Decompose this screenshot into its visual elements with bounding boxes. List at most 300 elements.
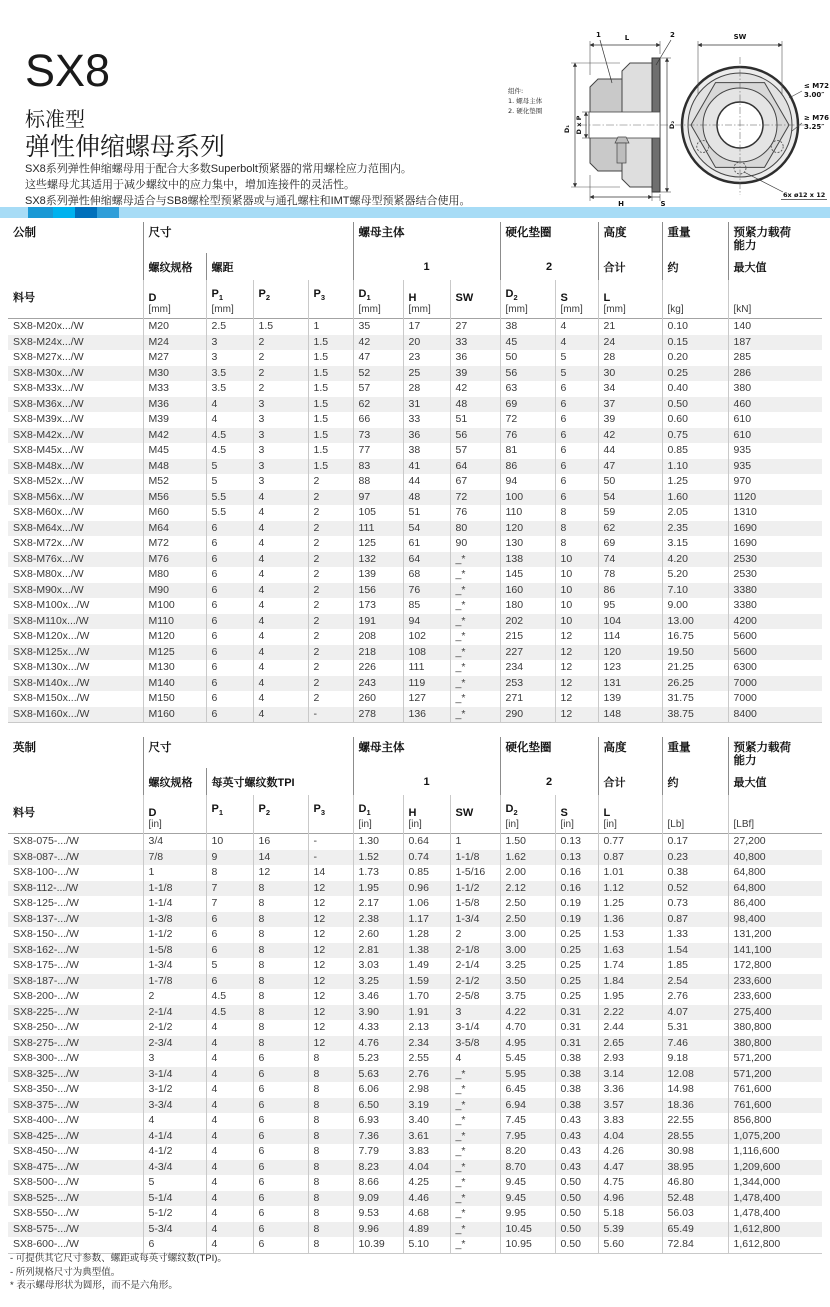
cell: 2	[308, 645, 353, 661]
cell: 5.23	[353, 1051, 403, 1067]
table-row	[8, 536, 822, 552]
cell: 278	[353, 707, 403, 723]
cell: 0.85	[662, 443, 728, 459]
part-number: SX8-525-.../W	[13, 1191, 79, 1204]
cell: 3.90	[353, 1005, 403, 1021]
part-number: SX8-275-.../W	[13, 1036, 79, 1049]
accent-bar-segment	[119, 207, 830, 218]
cell: 3.00	[500, 943, 555, 959]
cell: 6	[555, 381, 598, 397]
cell: 4.20	[662, 552, 728, 568]
cell: 2.5	[206, 319, 253, 335]
cell: 6	[206, 583, 253, 599]
part-number: SX8-075-.../W	[13, 835, 79, 847]
cell: 86	[500, 459, 555, 475]
cell: 21	[598, 319, 662, 335]
group-header-dimensions: 尺寸	[143, 222, 353, 253]
spacer-cell	[8, 768, 143, 795]
column-header: L [in]	[598, 795, 662, 834]
cell: 31.75	[662, 691, 728, 707]
cell: _*	[450, 1206, 500, 1222]
cell: 1,209,600	[728, 1160, 822, 1176]
part-number: SX8-300-.../W	[13, 1052, 79, 1064]
cell: 0.31	[555, 1020, 598, 1036]
cell: 33	[403, 412, 450, 428]
cell: 6	[206, 552, 253, 568]
cell: 0.87	[662, 912, 728, 928]
cell: 571,200	[728, 1067, 822, 1083]
cell: 18.36	[662, 1098, 728, 1114]
cell: 0.25	[555, 958, 598, 974]
table-row	[8, 443, 822, 459]
cell: 7.95	[500, 1129, 555, 1145]
cell: 2	[308, 660, 353, 676]
cell: 3.00	[500, 927, 555, 943]
table-row	[8, 505, 822, 521]
table-row	[8, 1175, 822, 1191]
cell: 69	[598, 536, 662, 552]
cell: 4.5	[206, 1005, 253, 1021]
column-header: $D_1$ [in]	[353, 795, 403, 834]
cell: 187	[728, 335, 822, 351]
cell: 156	[353, 583, 403, 599]
cell: 3.40	[403, 1113, 450, 1129]
cell: 4.5	[206, 428, 253, 444]
cell: 0.50	[555, 1222, 598, 1238]
cell: 761,600	[728, 1098, 822, 1114]
cell: M110	[143, 614, 206, 630]
cell: 2	[308, 614, 353, 630]
cell: 0.38	[555, 1051, 598, 1067]
cell: 114	[598, 629, 662, 645]
cell: 2.50	[500, 912, 555, 928]
sub-header-washer-no: 2	[500, 253, 598, 280]
cell: 1.5	[308, 459, 353, 475]
cell: 0.96	[403, 881, 450, 897]
cell: 28	[403, 381, 450, 397]
cell: 139	[353, 567, 403, 583]
cell: 6	[253, 1237, 308, 1253]
cell: 2-1/8	[450, 943, 500, 959]
cell: 3.57	[598, 1098, 662, 1114]
dim-label-D2: D₂	[668, 120, 676, 130]
cell: 0.19	[555, 912, 598, 928]
group-header-nut-body: 螺母主体	[353, 737, 500, 768]
cell: 215	[500, 629, 555, 645]
accent-bar	[0, 207, 830, 218]
cell: 10	[555, 614, 598, 630]
cell: 50	[500, 350, 555, 366]
cell: 3.61	[403, 1129, 450, 1145]
cell: 44	[403, 474, 450, 490]
cell: 7000	[728, 691, 822, 707]
cell: 8	[308, 1206, 353, 1222]
cell: 9.96	[353, 1222, 403, 1238]
cell: 8	[308, 1144, 353, 1160]
cell: 5.45	[500, 1051, 555, 1067]
cell: M48	[143, 459, 206, 475]
part-number: SX8-M48x.../W	[13, 459, 84, 472]
sub-header-nut-no: 1	[353, 768, 500, 795]
table-row	[8, 521, 822, 537]
table-row	[8, 645, 822, 661]
size-note-large-in: 3.25″	[804, 123, 825, 131]
column-header: $P_3$	[308, 795, 353, 834]
cell: 2	[308, 505, 353, 521]
cell: 2	[308, 583, 353, 599]
table-row	[8, 1082, 822, 1098]
cell: 85	[403, 598, 450, 614]
cell: 8.66	[353, 1175, 403, 1191]
cell: 0.73	[662, 896, 728, 912]
table-row	[8, 1098, 822, 1114]
cell: 1.74	[598, 958, 662, 974]
cell: 2-3/4	[143, 1036, 206, 1052]
cell: 9.45	[500, 1175, 555, 1191]
sub-header-nut-no: 1	[353, 253, 500, 280]
cell: 148	[598, 707, 662, 723]
description-line: SX8系列弹性伸缩螺母用于配合大多数Superbolt预紧器的常用螺栓应力范围内。	[25, 163, 412, 175]
cell: 56	[450, 428, 500, 444]
cell: 65.49	[662, 1222, 728, 1238]
group-header-height: 高度	[598, 222, 662, 253]
cell: 44	[598, 443, 662, 459]
cell: 5.63	[353, 1067, 403, 1083]
cell: 1	[308, 319, 353, 335]
cell: 90	[450, 536, 500, 552]
cell: 14.98	[662, 1082, 728, 1098]
cell: 0.43	[555, 1144, 598, 1160]
column-header: D [in]	[143, 795, 206, 834]
cell: 63	[500, 381, 555, 397]
cell: 4.04	[598, 1129, 662, 1145]
imperial-table	[8, 737, 822, 1254]
cell: 0.64	[403, 834, 450, 850]
cell: 3.03	[353, 958, 403, 974]
cell: 48	[403, 490, 450, 506]
cell: 380	[728, 381, 822, 397]
cell: 57	[450, 443, 500, 459]
column-header: $D_2$ [mm]	[500, 280, 555, 319]
technical-drawing	[495, 25, 830, 207]
table-row	[8, 552, 822, 568]
cell: 1-3/4	[450, 912, 500, 928]
cell: 0.43	[555, 1160, 598, 1176]
cell: 72	[450, 490, 500, 506]
cell: 12	[308, 896, 353, 912]
cell: _*	[450, 567, 500, 583]
part-number: SX8-M42x.../W	[13, 428, 84, 441]
cell: 0.25	[555, 989, 598, 1005]
cell: 2.17	[353, 896, 403, 912]
part-number: SX8-375-.../W	[13, 1098, 79, 1111]
drawing-legend	[508, 86, 543, 115]
cell: 10	[206, 834, 253, 850]
cell: 9.00	[662, 598, 728, 614]
cell: 3-3/4	[143, 1098, 206, 1114]
cell: 2-1/2	[450, 974, 500, 990]
cell: 74	[598, 552, 662, 568]
cell: 7	[206, 896, 253, 912]
cell: 6	[206, 598, 253, 614]
cell: 1.25	[662, 474, 728, 490]
cell: 0.38	[555, 1098, 598, 1114]
cell: 8	[253, 912, 308, 928]
cell: 2.65	[598, 1036, 662, 1052]
cell: 3	[253, 397, 308, 413]
cell: 36	[450, 350, 500, 366]
cell: 10	[555, 552, 598, 568]
cell: 8	[253, 896, 308, 912]
cell: 0.31	[555, 1036, 598, 1052]
cell: _*	[450, 1098, 500, 1114]
cell: 6	[253, 1175, 308, 1191]
cell: 4.70	[500, 1020, 555, 1036]
cell: 123	[598, 660, 662, 676]
cell: 4	[206, 1113, 253, 1129]
legend-title: 组件:	[508, 87, 524, 95]
size-note-small: ≤ M72	[804, 82, 830, 90]
cell: 610	[728, 428, 822, 444]
table-row	[8, 676, 822, 692]
cell: 6	[555, 459, 598, 475]
cell: 0.74	[403, 850, 450, 866]
cell: 21.25	[662, 660, 728, 676]
cell: 0.85	[403, 865, 450, 881]
cell: 4	[253, 645, 308, 661]
cell: 1-3/4	[143, 958, 206, 974]
cell: 59	[598, 505, 662, 521]
table-row	[8, 366, 822, 382]
cell: 38	[500, 319, 555, 335]
cell: 7	[206, 881, 253, 897]
cell: 0.50	[555, 1237, 598, 1253]
cell: 41	[403, 459, 450, 475]
cell: 6	[253, 1160, 308, 1176]
part-number: SX8-M100x.../W	[13, 599, 90, 611]
part-number: SX8-087-.../W	[13, 850, 79, 863]
dim-label-H: H	[618, 200, 624, 207]
cell: _*	[450, 691, 500, 707]
cell: 1.59	[403, 974, 450, 990]
cell: 0.17	[662, 834, 728, 850]
cell: 1-1/4	[143, 896, 206, 912]
cell: _*	[450, 629, 500, 645]
cell: 0.23	[662, 850, 728, 866]
cell: 180	[500, 598, 555, 614]
cell: 6	[253, 1191, 308, 1207]
cell: 0.25	[555, 943, 598, 959]
cell: 12	[555, 691, 598, 707]
cell: 3-1/4	[450, 1020, 500, 1036]
description-line: SX8系列弹性伸缩螺母适合与SB8螺栓型预紧器或与通孔螺柱和IMT螺母型预紧器结合使用。	[25, 195, 471, 207]
cell: 6	[253, 1051, 308, 1067]
cell: 2.12	[500, 881, 555, 897]
part-number: SX8-575-.../W	[13, 1222, 79, 1235]
cell: 88	[353, 474, 403, 490]
cell: 2	[308, 474, 353, 490]
cell: 102	[403, 629, 450, 645]
cell: 380,800	[728, 1020, 822, 1036]
part-number: SX8-200-.../W	[13, 990, 79, 1002]
cell: 5600	[728, 645, 822, 661]
cell: 4.46	[403, 1191, 450, 1207]
cell: 4	[253, 614, 308, 630]
cell: 5	[555, 366, 598, 382]
cell: 131,200	[728, 927, 822, 943]
table-row	[8, 598, 822, 614]
cell: 571,200	[728, 1051, 822, 1067]
table-row	[8, 896, 822, 912]
table-row	[8, 629, 822, 645]
group-header-height: 高度	[598, 737, 662, 768]
cell: 1.73	[353, 865, 403, 881]
cell: _*	[450, 1144, 500, 1160]
part-number: SX8-M45x.../W	[13, 444, 84, 456]
cell: 125	[353, 536, 403, 552]
cell: 0.15	[662, 335, 728, 351]
cell: 139	[598, 691, 662, 707]
cell: 110	[500, 505, 555, 521]
part-number: SX8-M30x.../W	[13, 366, 84, 379]
cell: 7.45	[500, 1113, 555, 1129]
cell: 6	[206, 629, 253, 645]
cell: 3	[253, 474, 308, 490]
cell: 1,344,000	[728, 1175, 822, 1191]
cell: 2.34	[403, 1036, 450, 1052]
cell: 2-1/4	[143, 1005, 206, 1021]
table-row	[8, 474, 822, 490]
table-row	[8, 490, 822, 506]
table-row	[8, 1144, 822, 1160]
cell: 3	[253, 412, 308, 428]
cell: 3.15	[662, 536, 728, 552]
cell: 6	[206, 567, 253, 583]
sub-header-total: 合计	[598, 253, 662, 280]
cell: 5.5	[206, 505, 253, 521]
cell: 72.84	[662, 1237, 728, 1253]
cell: 97	[353, 490, 403, 506]
cell: 1.38	[403, 943, 450, 959]
cell: 173	[353, 598, 403, 614]
cell: 119	[403, 676, 450, 692]
cell: 35	[353, 319, 403, 335]
cell: 52.48	[662, 1191, 728, 1207]
table-row	[8, 583, 822, 599]
cell: 19.50	[662, 645, 728, 661]
footnote-line: * 表示螺母形状为圆形，而不是六角形。	[10, 1280, 178, 1291]
table-row	[8, 912, 822, 928]
cell: 0.77	[598, 834, 662, 850]
dim-label-DxP: D x P	[575, 115, 583, 135]
cell: 64,800	[728, 881, 822, 897]
cell: 0.43	[555, 1113, 598, 1129]
cell: 2.44	[598, 1020, 662, 1036]
cell: 8	[555, 505, 598, 521]
cell: 4.68	[403, 1206, 450, 1222]
table-row	[8, 319, 822, 335]
column-header: [kg]	[662, 280, 728, 319]
cell: 2530	[728, 567, 822, 583]
cell: M24	[143, 335, 206, 351]
cell: 3.46	[353, 989, 403, 1005]
page-title: SX8	[25, 45, 111, 96]
cell: _*	[450, 660, 500, 676]
cell: 8	[308, 1175, 353, 1191]
cell: 8	[253, 943, 308, 959]
cell: M76	[143, 552, 206, 568]
cell: 104	[598, 614, 662, 630]
cell: 9.18	[662, 1051, 728, 1067]
cell: 1.5	[308, 381, 353, 397]
column-header: 料号	[13, 292, 35, 304]
cell: 33	[450, 335, 500, 351]
cell: 1310	[728, 505, 822, 521]
cell: 17	[403, 319, 450, 335]
cell: 935	[728, 443, 822, 459]
cell: 2.76	[662, 989, 728, 1005]
cell: 233,600	[728, 989, 822, 1005]
cell: 61	[403, 536, 450, 552]
cell: 141,100	[728, 943, 822, 959]
part-number: SX8-175-.../W	[13, 959, 79, 971]
cell: 610	[728, 412, 822, 428]
cell: 28.55	[662, 1129, 728, 1145]
cell: 78	[598, 567, 662, 583]
cell: 0.52	[662, 881, 728, 897]
cell: 5.20	[662, 567, 728, 583]
cell: 227	[500, 645, 555, 661]
cell: 108	[403, 645, 450, 661]
cell: 47	[353, 350, 403, 366]
cell: 253	[500, 676, 555, 692]
cell: 3	[143, 1051, 206, 1067]
cell: -	[308, 850, 353, 866]
cell: 4	[253, 490, 308, 506]
cell: 5.95	[500, 1067, 555, 1083]
cell: _*	[450, 552, 500, 568]
cell: 4	[206, 1206, 253, 1222]
column-header: $P_1$	[206, 795, 253, 834]
cell: 3.75	[500, 989, 555, 1005]
column-header: D [mm]	[143, 280, 206, 319]
cell: 6	[555, 412, 598, 428]
cell: 4	[253, 536, 308, 552]
cell: 67	[450, 474, 500, 490]
cell: 10	[555, 598, 598, 614]
cell: M80	[143, 567, 206, 583]
table-row	[8, 397, 822, 413]
accent-bar-segment	[0, 207, 28, 218]
cell: 8	[308, 1129, 353, 1145]
table-row	[8, 691, 822, 707]
table-row	[8, 1237, 822, 1253]
cell: 286	[728, 366, 822, 382]
cell: 4.25	[403, 1175, 450, 1191]
part-number: SX8-M39x.../W	[13, 413, 84, 425]
cell: 0.87	[598, 850, 662, 866]
cell: 111	[403, 660, 450, 676]
part-number: SX8-M60x.../W	[13, 506, 84, 518]
table-row	[8, 1160, 822, 1176]
cell: 5.39	[598, 1222, 662, 1238]
metric-table-section	[8, 222, 822, 723]
cell: 27	[450, 319, 500, 335]
accent-bar-segment	[53, 207, 75, 218]
sub-header-thread-spec: 螺纹规格	[143, 768, 206, 795]
cell: 1.5	[308, 397, 353, 413]
cell: 132	[353, 552, 403, 568]
